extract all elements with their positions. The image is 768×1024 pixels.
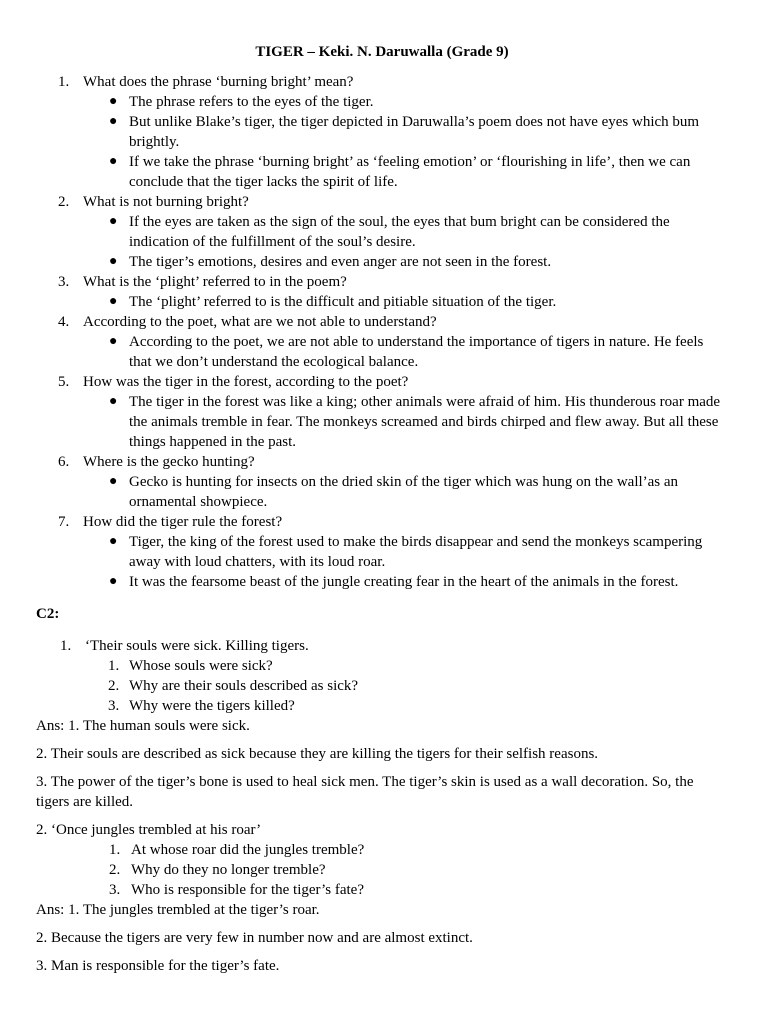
extract-2: [36, 820, 728, 976]
question-number: 3.: [58, 274, 70, 290]
answer-paragraph: 2. Their souls are described as sick because they are killing the tigers for their selfish reasons.: [36, 746, 599, 762]
question-number: 7.: [58, 514, 70, 530]
answer-bullet: ● If the eyes are taken as the sign of the soul, the eyes that bum bright can be considered the indication of the fulfillment of the soul’s desire.: [109, 214, 670, 250]
answer-bullet: ● The ‘plight’ referred to is the difficult and pitiable situation of the tiger.: [109, 294, 557, 310]
question-text: Where is the gecko hunting?: [83, 454, 255, 470]
answer-bullet: ● It was the fearsome beast of the jungle creating fear in the heart of the animals in the forest.: [109, 574, 679, 590]
answer-bullet: ● But unlike Blake’s tiger, the tiger depicted in Daruwalla’s poem does not have eyes which bum brightly.: [109, 114, 700, 150]
extract-number: 1.: [60, 638, 72, 654]
extract-quote-text: ‘Their souls were sick. Killing tigers.: [85, 638, 309, 654]
answer-bullets: [83, 472, 728, 512]
extract-quote: 2. ‘Once jungles trembled at his roar’: [36, 822, 262, 838]
bullet-icon: ●: [109, 214, 118, 229]
answer-bullets: [83, 532, 728, 592]
answer-bullet: ● Tiger, the king of the forest used to make the birds disappear and send the monkeys scampering away with loud chatters, with its loud roar.: [109, 534, 703, 570]
question-text: What does the phrase ‘burning bright’ mean?: [83, 74, 354, 90]
question-3: [36, 272, 728, 312]
answer-bullet: ● The tiger in the forest was like a king; other animals were afraid of him. His thunderous roar made the animals tremble in fear. The monkeys screamed and birds chirped and flew away. But all these things happened in the past.: [109, 394, 721, 450]
bullet-icon: ●: [109, 114, 118, 129]
question-list: [36, 72, 728, 592]
bullet-icon: ●: [109, 474, 118, 489]
sub-question: 3. Who is responsible for the tiger’s fate?: [109, 882, 364, 898]
question-number: 1.: [58, 74, 70, 90]
answer-bullet: ● According to the poet, we are not able to understand the importance of tigers in nature. He feels that we don’t understand the ecological balance.: [109, 334, 704, 370]
answer-bullet: ● The phrase refers to the eyes of the tiger.: [109, 94, 374, 110]
sub-question: 2. Why do they no longer tremble?: [109, 862, 326, 878]
answer-bullets: [83, 292, 728, 312]
question-text: What is the ‘plight’ referred to in the poem?: [83, 274, 347, 290]
question-5: [36, 372, 728, 452]
sub-question: 2. Why are their souls described as sick?: [108, 678, 359, 694]
question-text: How was the tiger in the forest, according to the poet?: [83, 374, 409, 390]
answer-bullet: ● The tiger’s emotions, desires and even anger are not seen in the forest.: [109, 254, 552, 270]
bullet-icon: ●: [109, 394, 118, 409]
sub-question: 3. Why were the tigers killed?: [108, 698, 295, 714]
sub-question: 1. At whose roar did the jungles tremble?: [109, 842, 365, 858]
bullet-icon: ●: [109, 534, 118, 549]
answer-paragraph: 3. The power of the tiger’s bone is used to heal sick men. The tiger’s skin is used as a wall decoration. So, the tigers are killed.: [36, 774, 694, 810]
extract-1: [36, 636, 728, 812]
question-number: 2.: [58, 194, 70, 210]
bullet-icon: ●: [109, 294, 118, 309]
question-4: [36, 312, 728, 372]
answer-bullet: ● If we take the phrase ‘burning bright’ as ‘feeling emotion’ or ‘flourishing in life’, then we can conclude that the tiger lacks the spirit of life.: [109, 154, 691, 190]
page-title: TIGER – Keki. N. Daruwalla (Grade 9): [255, 44, 509, 60]
bullet-icon: ●: [109, 254, 118, 269]
answer-bullets: [83, 212, 728, 272]
question-number: 4.: [58, 314, 70, 330]
section-heading-c2: C2:: [36, 606, 60, 622]
question-number: 5.: [58, 374, 70, 390]
answer-bullets: [83, 92, 728, 192]
question-number: 6.: [58, 454, 70, 470]
answer-paragraph: 3. Man is responsible for the tiger’s fate.: [36, 958, 280, 974]
question-2: [36, 192, 728, 272]
bullet-icon: ●: [109, 334, 118, 349]
question-1: [36, 72, 728, 192]
extract-quote: [36, 636, 728, 656]
answer-paragraph: 2. Because the tigers are very few in number now and are almost extinct.: [36, 930, 473, 946]
answer-paragraph: Ans: 1. The jungles trembled at the tiger’s roar.: [36, 902, 320, 918]
answer-paragraph: Ans: 1. The human souls were sick.: [36, 718, 250, 734]
question-text: According to the poet, what are we not able to understand?: [83, 314, 437, 330]
question-6: [36, 452, 728, 512]
bullet-icon: ●: [109, 94, 118, 109]
question-text: How did the tiger rule the forest?: [83, 514, 283, 530]
sub-question: 1. Whose souls were sick?: [108, 658, 273, 674]
question-text: What is not burning bright?: [83, 194, 249, 210]
answer-bullets: [83, 392, 728, 452]
answer-bullet: ● Gecko is hunting for insects on the dried skin of the tiger which was hung on the wall’as an ornamental showpiece.: [109, 474, 679, 510]
bullet-icon: ●: [109, 574, 118, 589]
answer-bullets: [83, 332, 728, 372]
bullet-icon: ●: [109, 154, 118, 169]
question-7: [36, 512, 728, 592]
